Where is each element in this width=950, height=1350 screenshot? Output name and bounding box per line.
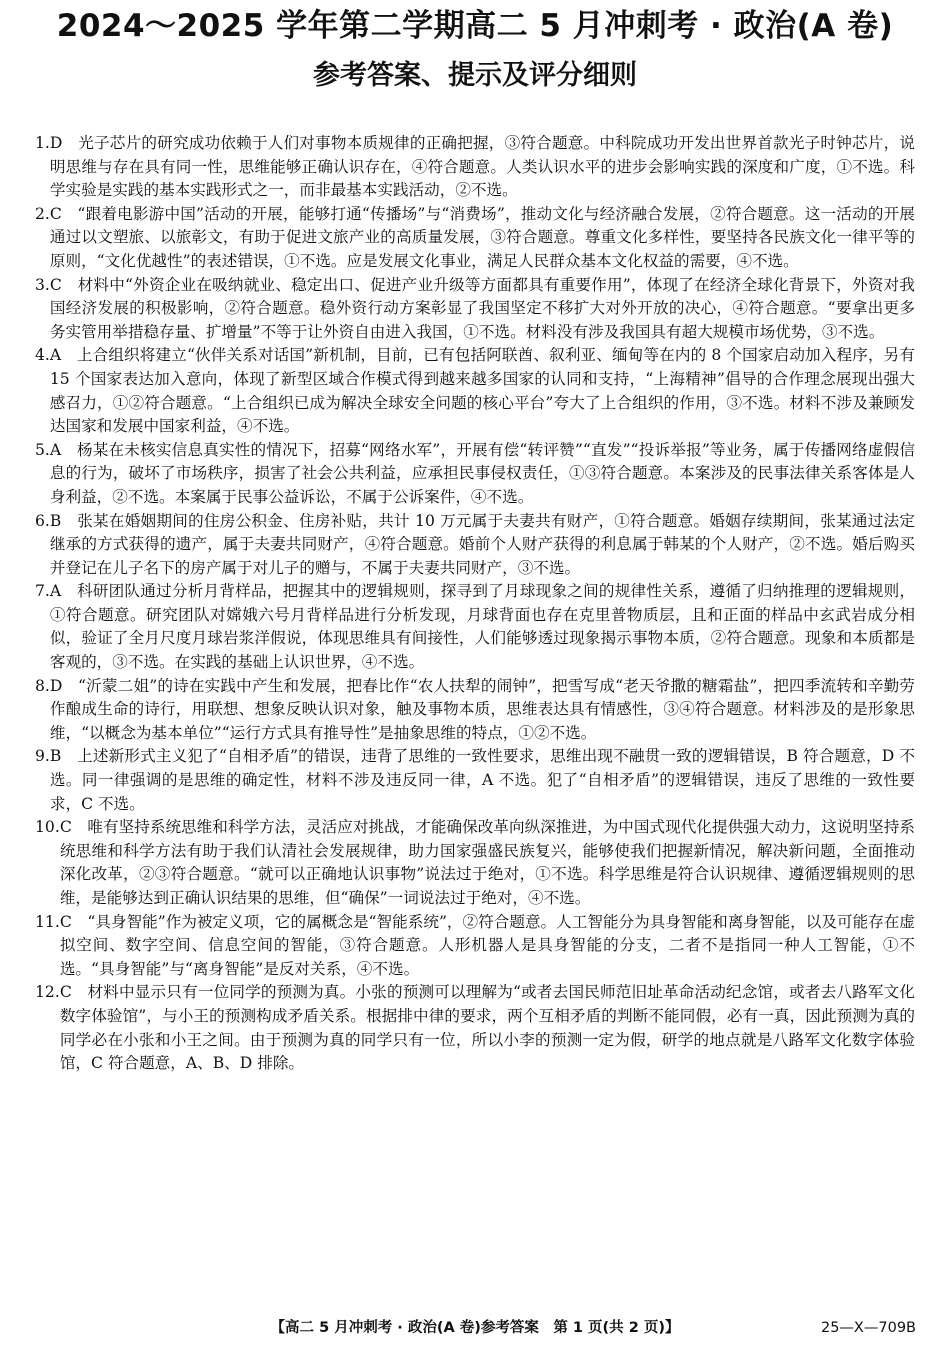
answer-number: 5. <box>35 440 50 459</box>
answer-choice: C <box>59 912 72 931</box>
answer-body <box>60 816 915 910</box>
answer-item <box>35 816 915 910</box>
answer-number: 8. <box>35 676 50 695</box>
answer-item <box>35 132 915 203</box>
answer-item <box>35 675 915 746</box>
answer-number: 4. <box>35 346 50 365</box>
answer-number: 6. <box>35 511 50 530</box>
answer-list <box>35 132 915 1076</box>
answer-explanation: “具身智能”作为被定义项，它的属概念是“智能系统”，②符合题意。人工智能分为具身智能和离身智能，以及可能存在虚拟空间、数字空间、信息空间的智能，③符合题意。人形机器人是具身智能的分支，二者不是指同一种人工智能，①不选。“具身智能”与“离身智能”是反对关系，④不选。 <box>59 912 915 978</box>
answer-choice: A <box>49 582 62 601</box>
answer-explanation: 材料中“外资企业在吸纳就业、稳定出口、促进产业升级等方面都具有重要作用”，体现了在经济全球化背景下，外资对我国经济发展的积极影响，②符合题意。稳外资行动方案彰显了我国坚定不移扩大对外开放的决心，④符合题意。“要拿出更多务实管用举措稳存量、扩增量”不等于让外资自由进入我国，①不选。材料没有涉及我国具有超大规模市场优势，③不选。 <box>49 275 915 341</box>
answer-explanation: 杨某在未核实信息真实性的情况下，招募“网络水军”，开展有偿“转评赞”“直发”“投诉举报”等业务，属于传播网络虚假信息的行为，破坏了市场秩序，损害了社会公共利益，应承担民事侵权责任，①③符合题意。本案涉及的民事法律关系客体是人身利益，②不选。本案属于民事公益诉讼，不属于公诉案件，④不选。 <box>49 440 915 506</box>
answer-choice: C <box>59 818 72 837</box>
answer-body <box>60 911 915 982</box>
answer-body <box>50 274 915 345</box>
answer-explanation: 材料中显示只有一位同学的预测为真。小张的预测可以理解为“或者去国民师范旧址革命活动纪念馆，或者去八路军文化数字体验馆”，与小王的预测构成矛盾关系。根据排中律的要求，两个互相矛盾的判断不能同假，必有一真，因此预测为真的同学必在小张和小王之间。由于预测为真的同学只有一位，所以小李的预测一定为假，研学的地点就是八路军文化数字体验馆，C 符合题意，A、B、D 排除。 <box>59 983 915 1073</box>
page-title: 2024～2025 学年第二学期高二 5 月冲刺考 · 政治(A 卷) <box>56 8 894 44</box>
answer-explanation: 上合组织将建立“伙伴关系对话国”新机制，目前，已有包括阿联酋、叙利亚、缅甸等在内的 8 个国家启动加入程序，另有 15 个国家表达加入意向，体现了新型区域合作模式得到越来越多国家的认同和支持，“上海精神”倡导的合作理念展现出强大感召力，①②符合题意。“上合组织已成为解决全球安全问题的核心平台”夸大了上合组织的作用，③不选。材料不涉及兼顾发达国家和发展中国家利益，④不选。 <box>49 346 915 436</box>
answer-item <box>35 439 915 510</box>
answer-body <box>60 981 915 1075</box>
answer-body <box>50 510 915 581</box>
answer-item <box>35 911 915 982</box>
answer-choice: C <box>59 983 72 1002</box>
answer-explanation: 科研团队通过分析月背样品，把握其中的逻辑规则，探寻到了月球现象之间的规律性关系，遵循了归纳推理的逻辑规则，①符合题意。研究团队对嫦娥六号月背样品进行分析发现，月球背面也存在克里普物质层，且和正面的样品中玄武岩成分相似，验证了全月尺度月球岩浆洋假说，体现思维具有间接性，人们能够透过现象揭示事物本质，②符合题意。现象和本质都是客观的，③不选。在实践的基础上认识世界，④不选。 <box>49 582 915 672</box>
answer-number: 2. <box>35 204 50 223</box>
answer-body <box>50 580 915 674</box>
page-footer <box>0 1316 950 1340</box>
answer-choice: A <box>49 440 62 459</box>
answer-body <box>50 745 915 816</box>
answer-number: 1. <box>35 134 50 152</box>
page-subtitle: 参考答案、提示及评分细则 <box>313 60 637 91</box>
footer-page-info: 【高二 5 月冲刺考 · 政治(A 卷)参考答案 第 1 页(共 2 页)】 <box>270 1320 680 1336</box>
answer-item <box>35 510 915 581</box>
answer-explanation: 张某在婚姻期间的住房公积金、住房补贴，共计 10 万元属于夫妻共有财产，①符合题意。婚姻存续期间，张某通过法定继承的方式获得的遗产，属于夫妻共同财产，④符合题意。婚前个人财产获得的利息属于韩某的个人财产，②不选。婚后购买并登记在儿子名下的房产属于对儿子的赠与，不属于夫妻共同财产，③不选。 <box>49 511 915 577</box>
answer-body <box>50 132 915 203</box>
answer-item <box>35 981 915 1075</box>
answer-item <box>35 274 915 345</box>
answer-number: 11. <box>35 912 60 931</box>
answer-choice: B <box>49 511 62 530</box>
answer-explanation: “沂蒙二姐”的诗在实践中产生和发展，把春比作“农人扶犁的闹钟”，把雪写成“老天爷撒的糖霜盐”，把四季流转和辛勤劳作酿成生命的诗行，用联想、想象反映认识对象，触及事物本质，思维表达具有情感性，③④符合题意。材料涉及的是形象思维，“以概念为基本单位”“运行方式具有推导性”是抽象思维的特点，①②不选。 <box>49 676 915 742</box>
answer-choice: A <box>49 346 62 365</box>
answer-choice: D <box>49 134 63 152</box>
answer-choice: C <box>49 275 62 294</box>
answer-body <box>50 203 915 274</box>
answer-choice: C <box>49 204 62 223</box>
answer-item <box>35 203 915 274</box>
answer-choice: B <box>49 747 62 766</box>
answer-explanation: 唯有坚持系统思维和科学方法，灵活应对挑战，才能确保改革向纵深推进，为中国式现代化提供强大动力，这说明坚持系统思维和科学方法有助于我们认清社会发展规律，助力国家强盛民族复兴，能够使我们把握新情况，解决新问题，全面推动深化改革，②③符合题意。“就可以正确地认识事物”说法过于绝对，①不选。科学思维是符合认识规律、遵循逻辑规则的思维，是能够达到正确认识结果的思维，但“确保”一词说法过于绝对，④不选。 <box>59 818 915 907</box>
footer-doc-code: 25—X—709B <box>820 1320 916 1336</box>
answer-item <box>35 745 915 816</box>
answer-number: 10. <box>35 818 60 837</box>
answer-item <box>35 580 915 674</box>
answer-explanation: 光子芯片的研究成功依赖于人们对事物本质规律的正确把握，③符合题意。中科院成功开发出世界首款光子时钟芯片，说明思维与存在具有同一性，思维能够正确认识存在，④符合题意。人类认识水平的进步会影响实践的深度和广度，①不选。科学实验是实践的基本实践形式之一，而非最基本实践活动，②不选。 <box>49 134 915 200</box>
answer-number: 9. <box>35 747 50 766</box>
answer-number: 12. <box>35 983 60 1002</box>
answer-body <box>50 344 915 438</box>
answer-body <box>50 439 915 510</box>
answer-number: 7. <box>35 582 50 601</box>
answer-number: 3. <box>35 275 50 294</box>
answer-choice: D <box>49 676 63 695</box>
answer-item <box>35 344 915 438</box>
answer-body <box>50 675 915 746</box>
answer-explanation: “跟着电影游中国”活动的开展，能够打通“传播场”与“消费场”，推动文化与经济融合发展，②符合题意。这一活动的开展通过以文塑旅、以旅彰文，有助于促进文旅产业的高质量发展，③符合题意。尊重文化多样性，要坚持各民族文化一律平等的原则，“文化优越性”的表述错误，①不选。应是发展文化事业，满足人民群众基本文化权益的需要，④不选。 <box>49 204 915 270</box>
answer-explanation: 上述新形式主义犯了“自相矛盾”的错误，违背了思维的一致性要求，思维出现不融贯一致的逻辑错误，B 符合题意，D 不选。同一律强调的是思维的确定性，材料不涉及违反同一律，A 不选。犯了“自相矛盾”的逻辑错误，违反了思维的一致性要求，C 不选。 <box>49 747 915 813</box>
